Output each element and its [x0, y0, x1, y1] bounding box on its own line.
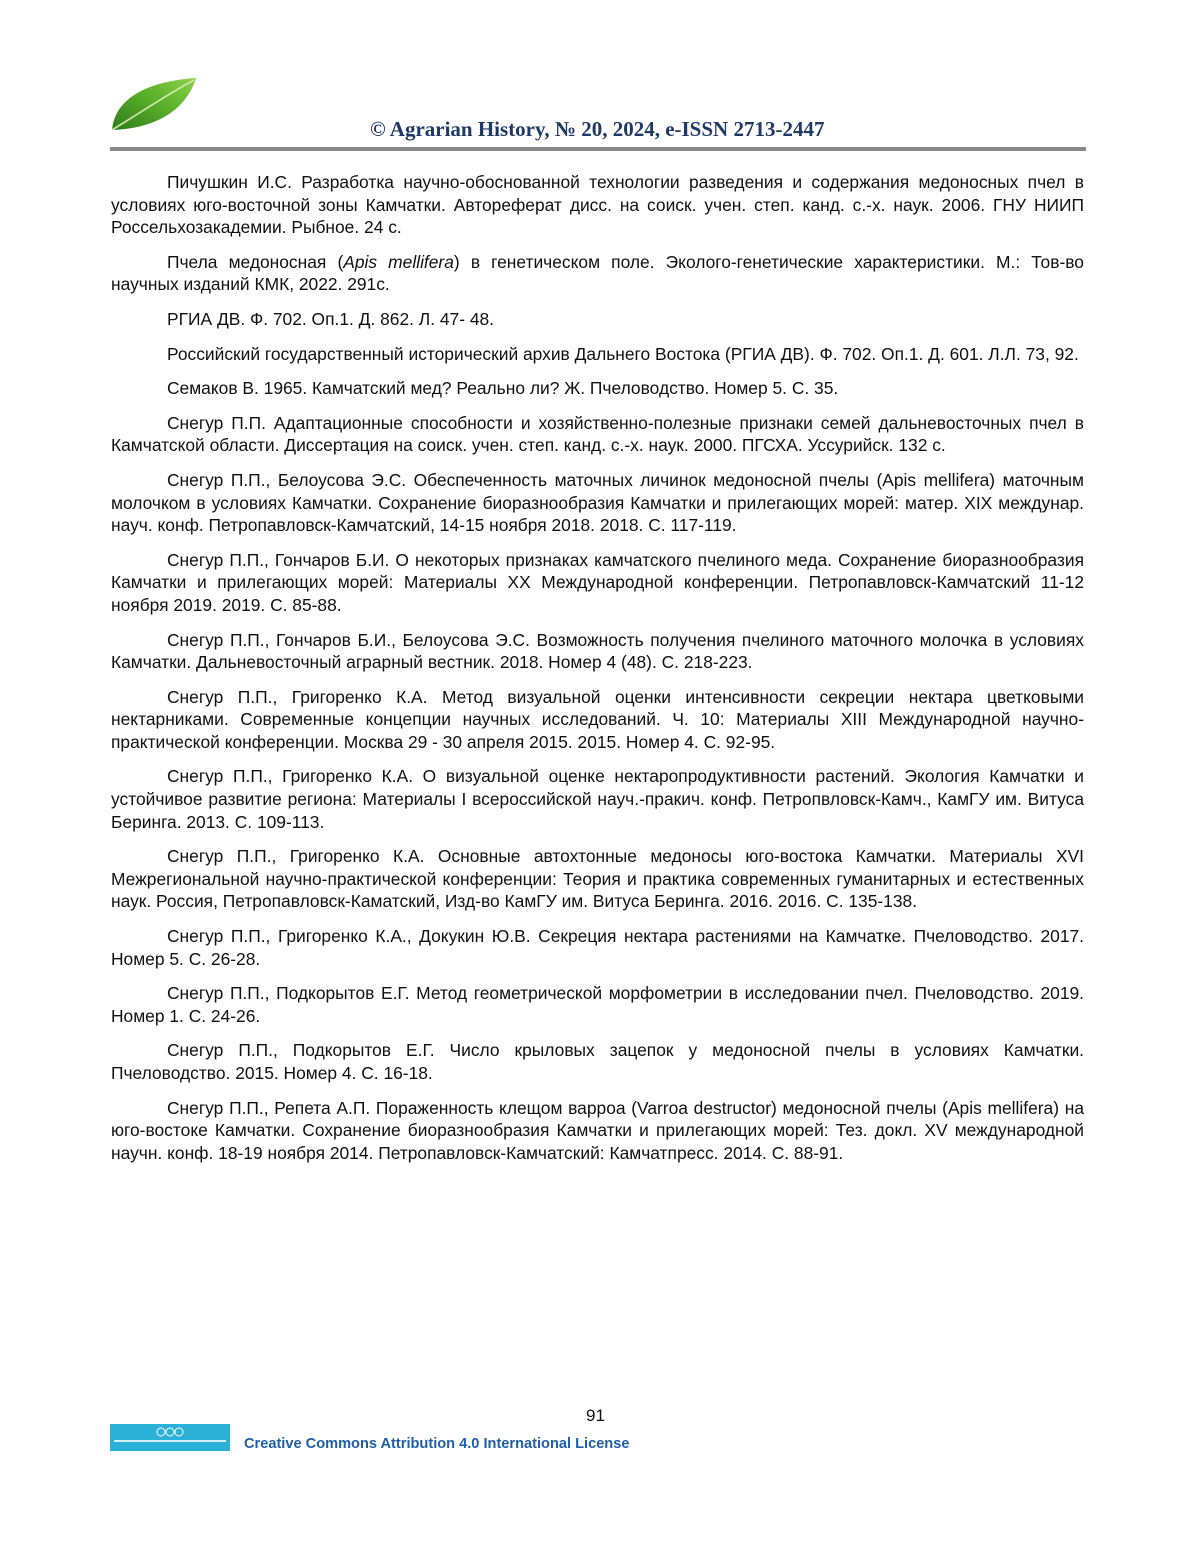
- reference-list: [111, 171, 1084, 1176]
- reference-item: РГИА ДВ. Ф. 702. Оп.1. Д. 862. Л. 47- 48.: [167, 308, 495, 329]
- reference-item: Снегур П.П., Подкорытов Е.Г. Метод геометрической морфометрии в исследовании пчел. Пчеловодство. 2019. Номер 1. С. 24-26.: [111, 983, 1084, 1026]
- leaf-logo-icon: [108, 74, 200, 134]
- reference-text: Пчела медоносная (: [167, 251, 344, 272]
- reference-item: Российский государственный исторический архив Дальнего Востока (РГИА ДВ). Ф. 702. Оп.1. Д. 601. Л.Л. 73, 92.: [167, 343, 1079, 364]
- reference-item: Снегур П.П., Белоусова Э.С. Обеспеченность маточных личинок медоносной пчелы (Apis mellifera) маточным молочком в условиях Камчатки. Сохранение биоразнообразия Камчатки и прилегающих морей: матер. XIX междунар. науч. конф. Петропавловск-Камчатский, 14-15 ноября 2018. 2018. С. 117-119.: [111, 469, 1084, 536]
- header-divider: [110, 147, 1086, 151]
- reference-item: Снегур П.П., Репета А.П. Пораженность клещом варроа (Varroa destructor) медоносной пчелы (Apis mellifera) на юго-востоке Камчатки. Сохранение биоразнообразия Камчатки и прилегающих морей: Тез. докл. XV международной научн. конф. 18-19 ноября 2014. Петропавловск-Камчатский: Камчатпресс. 2014. С. 88-91.: [111, 1097, 1084, 1163]
- reference-item: Снегур П.П., Григоренко К.А. О визуальной оценке нектаропродуктивности растений. Экология Камчатки и устойчивое развитие региона: Материалы I всероссийской науч.-пракич. конф. Петропвловск-Камч., КамГУ им. Витуса Беринга. 2013. С. 109-113.: [111, 766, 1084, 832]
- reference-item: Снегур П.П., Подкорытов Е.Г. Число крыловых зацепок у медоносной пчелы в условиях Камчатки. Пчеловодство. 2015. Номер 4. С. 16-18.: [111, 1040, 1084, 1083]
- reference-item: Снегур П.П., Григоренко К.А. Метод визуальной оценки интенсивности секреции нектара цветковыми нектарниками. Современные концепции научных исследований. Ч. 10: Материалы XIII Международной научно-практической конференции. Москва 29 - 30 апреля 2015. 2015. Номер 4. С. 92-95.: [111, 686, 1084, 752]
- cc-license-badge-icon[interactable]: [110, 1424, 230, 1451]
- reference-item: Снегур П.П., Гончаров Б.И., Белоусова Э.С. Возможность получения пчелиного маточного молочка в условиях Камчатки. Дальневосточный аграрный вестник. 2018. Номер 4 (48). С. 218-223.: [111, 629, 1084, 673]
- reference-italic-species: Apis mellifera: [343, 251, 454, 272]
- cc-badge-caption-bar: [114, 1440, 226, 1442]
- cc-by-icon: [156, 1427, 184, 1437]
- reference-item: Снегур П.П. Адаптационные способности и хозяйственно-полезные признаки семей дальневосточных пчел в Камчатской области. Диссертация на соиск. учен. степ. канд. с.-х. наук. 2000. ПГСХА. Уссурийск. 132 с.: [111, 412, 1084, 456]
- reference-item: Семаков В. 1965. Камчатский мед? Реально ли? Ж. Пчеловодство. Номер 5. С. 35.: [167, 378, 839, 399]
- journal-title: © Agrarian History, № 20, 2024, e-ISSN 2713-2447: [370, 117, 825, 141]
- reference-item: Пичушкин И.С. Разработка научно-обоснованной технологии разведения и содержания медоносных пчел в условиях юго-восточной зоны Камчатки. Автореферат дисс. на соиск. учен. степ. канд. с.-х. наук. 2006. ГНУ НИИП Россельхозакадемии. Рыбное. 24 с.: [111, 172, 1084, 238]
- page-number: 91: [586, 1406, 605, 1425]
- license-link[interactable]: Creative Commons Attribution 4.0 International License: [244, 1436, 630, 1452]
- reference-text: ) в генетическом поле. Эколого-генетические характеристики. М.: Тов-во научных изданий КМК, 2022. 291с.: [111, 251, 1084, 295]
- reference-item: Снегур П.П., Гончаров Б.И. О некоторых признаках камчатского пчелиного меда. Сохранение биоразнообразия Камчатки и прилегающих морей: Материалы XX Международной конференции. Петропавловск-Камчатский 11-12 ноября 2019. 2019. С. 85-88.: [111, 549, 1084, 615]
- reference-item: Снегур П.П., Григоренко К.А. Основные автохтонные медоносы юго-востока Камчатки. Материалы XVI Межрегиональной научно-практической конференции: Теория и практика современных гуманитарных и естественных наук. Россия, Петропавловск-Каматский, Изд-во КамГУ им. Витуса Беринга. 2016. 2016. С. 135-138.: [111, 846, 1084, 912]
- reference-item: Снегур П.П., Григоренко К.А., Докукин Ю.В. Секреция нектара растениями на Камчатке. Пчеловодство. 2017. Номер 5. С. 26-28.: [111, 926, 1084, 969]
- reference-item: [111, 251, 1084, 296]
